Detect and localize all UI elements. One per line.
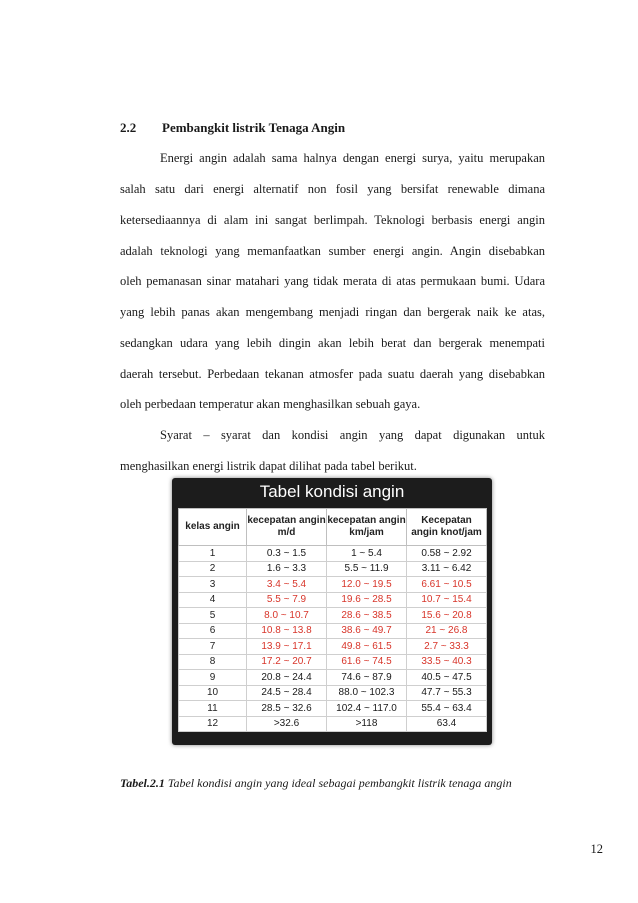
table-cell: 10 [179, 685, 247, 701]
table-cell: 102.4 ~ 117.0 [327, 701, 407, 717]
paragraph-line: Energi angin adalah sama halnya dengan energi surya, yaitu merupakan [160, 151, 545, 165]
table-cell: 74.6 ~ 87.9 [327, 670, 407, 686]
table-cell: 2.7 ~ 33.3 [407, 639, 487, 655]
table-cell: 8.0 ~ 10.7 [247, 608, 327, 624]
table-cell: >32.6 [247, 716, 327, 732]
table-cell: 12.0 ~ 19.5 [327, 577, 407, 593]
table-cell: >118 [327, 716, 407, 732]
table-cell: 21 ~ 26.8 [407, 623, 487, 639]
table-cell: 33.5 ~ 40.3 [407, 654, 487, 670]
table-cell: 3.4 ~ 5.4 [247, 577, 327, 593]
table-cell: 7 [179, 639, 247, 655]
table-cell: 49.8 ~ 61.5 [327, 639, 407, 655]
paragraph-line: yang lebih panas akan mengembang menjadi ringan dan bergerak naik ke atas, [120, 305, 545, 319]
table-cell: 4 [179, 592, 247, 608]
table-row [179, 716, 487, 732]
table-row [179, 546, 487, 562]
table-row [179, 701, 487, 717]
table-row [179, 639, 487, 655]
paragraph-line: adalah teknologi yang memanfaatkan sumber energi angin. Angin disebabkan [120, 244, 545, 258]
column-header: kelas angin [179, 509, 247, 546]
table-caption [120, 776, 512, 791]
table-cell: 38.6 ~ 49.7 [327, 623, 407, 639]
paragraph-line: menghasilkan energi listrik dapat dilihat pada tabel berikut. [120, 459, 417, 473]
table-row [179, 577, 487, 593]
table-body [179, 546, 487, 732]
table-row [179, 670, 487, 686]
table-row [179, 561, 487, 577]
table-cell: 3.11 ~ 6.42 [407, 561, 487, 577]
table-cell: 40.5 ~ 47.5 [407, 670, 487, 686]
table-cell: 15.6 ~ 20.8 [407, 608, 487, 624]
page-number: 12 [590, 842, 603, 856]
paragraph-line: oleh perbedaan temperatur akan menghasilkan sebuah gaya. [120, 397, 421, 411]
table-cell: 5 [179, 608, 247, 624]
column-header: kecepatan angin km/jam [327, 509, 407, 546]
section-number: 2.2 [120, 120, 137, 135]
table-cell: 3 [179, 577, 247, 593]
table-cell: 28.5 ~ 32.6 [247, 701, 327, 717]
table-cell: 6 [179, 623, 247, 639]
paragraph-line: oleh pemanasan sinar matahari yang tidak merata di atas permukaan bumi. Udara [120, 274, 545, 288]
table-row [179, 608, 487, 624]
table-cell: 1.6 ~ 3.3 [247, 561, 327, 577]
table-cell: 63.4 [407, 716, 487, 732]
table-header-row [179, 509, 487, 546]
table-cell: 61.6 ~ 74.5 [327, 654, 407, 670]
wind-condition-table-image [172, 478, 492, 745]
table-cell: 10.7 ~ 15.4 [407, 592, 487, 608]
table-cell: 24.5 ~ 28.4 [247, 685, 327, 701]
table-cell: 17.2 ~ 20.7 [247, 654, 327, 670]
table-cell: 5.5 ~ 11.9 [327, 561, 407, 577]
table-row [179, 685, 487, 701]
table-cell: 0.58 ~ 2.92 [407, 546, 487, 562]
section-title: Pembangkit listrik Tenaga Angin [162, 120, 346, 135]
column-header: Kecepatan angin knot/jam [407, 509, 487, 546]
table-cell: 10.8 ~ 13.8 [247, 623, 327, 639]
table-cell: 20.8 ~ 24.4 [247, 670, 327, 686]
table-title: Tabel kondisi angin [259, 482, 405, 501]
table-row [179, 623, 487, 639]
table-cell: 1 ~ 5.4 [327, 546, 407, 562]
table-cell: 28.6 ~ 38.5 [327, 608, 407, 624]
paragraph-line: ketersediaannya di alam ini sangat berlimpah. Teknologi berbasis energi angin [120, 213, 545, 227]
paragraph-line: sedangkan udara yang lebih dingin akan lebih berat dan bergerak menempati [120, 336, 545, 350]
caption-label: Tabel.2.1 [120, 776, 165, 790]
table-row [179, 654, 487, 670]
table-cell: 0.3 ~ 1.5 [247, 546, 327, 562]
table-row [179, 592, 487, 608]
table-cell: 5.5 ~ 7.9 [247, 592, 327, 608]
table-cell: 1 [179, 546, 247, 562]
wind-condition-table [178, 508, 487, 732]
table-cell: 55.4 ~ 63.4 [407, 701, 487, 717]
table-cell: 88.0 ~ 102.3 [327, 685, 407, 701]
paragraph-line: salah satu dari energi alternatif non fosil yang bersifat renewable dimana [120, 182, 545, 196]
table-cell: 2 [179, 561, 247, 577]
table-cell: 47.7 ~ 55.3 [407, 685, 487, 701]
table-cell: 9 [179, 670, 247, 686]
table-cell: 6.61 ~ 10.5 [407, 577, 487, 593]
paragraph-line: daerah tersebut. Perbedaan tekanan atmosfer pada suatu daerah yang disebabkan [120, 367, 545, 381]
caption-text: Tabel kondisi angin yang ideal sebagai pembangkit listrik tenaga angin [164, 776, 512, 790]
table-cell: 8 [179, 654, 247, 670]
section-heading [120, 120, 345, 136]
table-cell: 19.6 ~ 28.5 [327, 592, 407, 608]
table-cell: 12 [179, 716, 247, 732]
table-cell: 11 [179, 701, 247, 717]
table-cell: 13.9 ~ 17.1 [247, 639, 327, 655]
column-header: kecepatan angin m/d [247, 509, 327, 546]
paragraph-line: Syarat – syarat dan kondisi angin yang dapat digunakan untuk [160, 428, 545, 442]
